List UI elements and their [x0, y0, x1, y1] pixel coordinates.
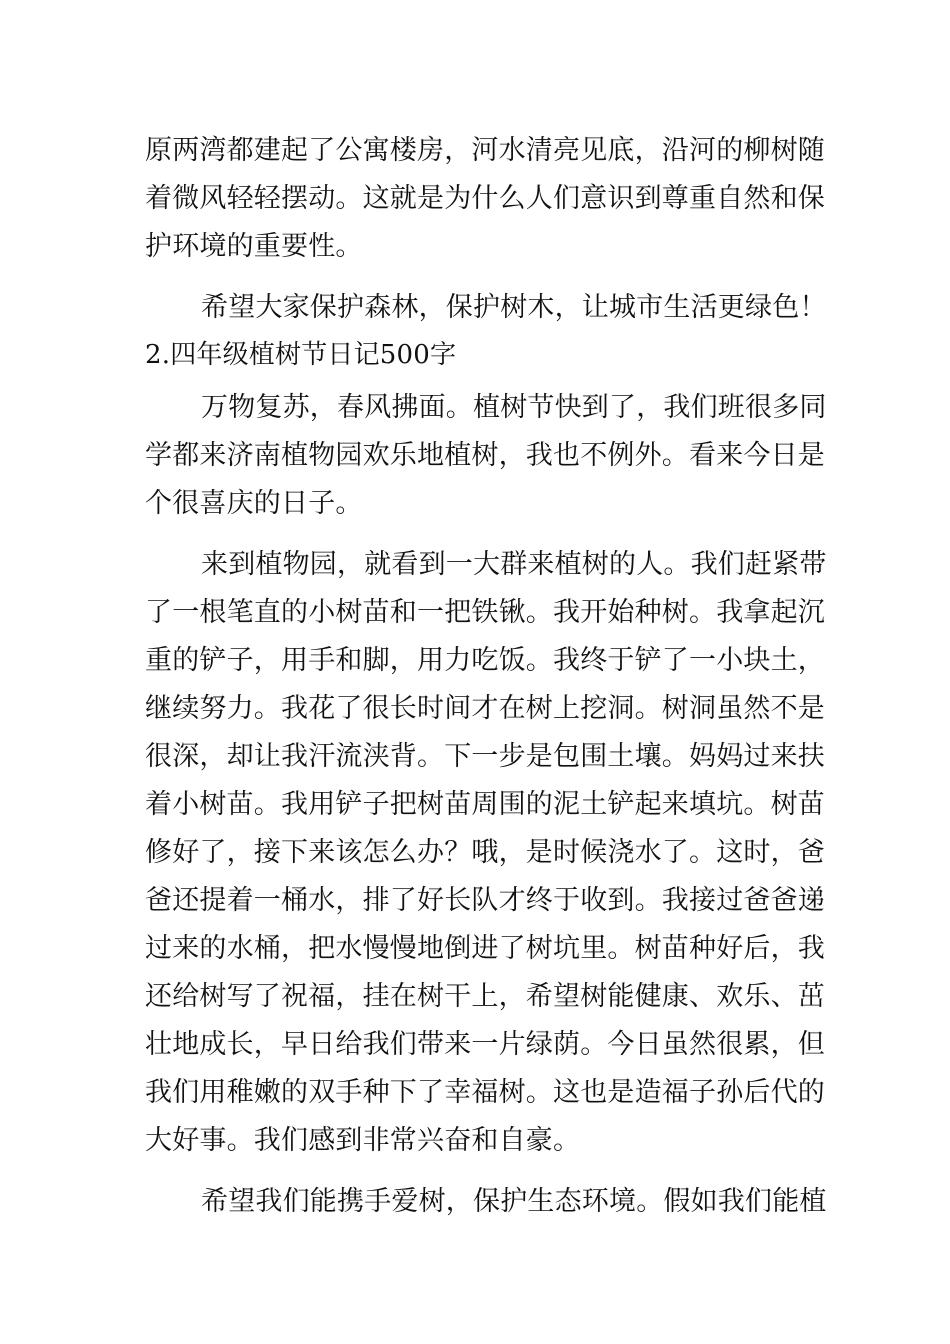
paragraph-spacer [145, 1165, 810, 1178]
text-line: 我们用稚嫩的双手种下了幸福树。这也是造福子孙后代的 [145, 1077, 825, 1108]
text-line: 很深，却让我汗流浃背。下一步是包围土壤。妈妈过来扶 [145, 741, 825, 772]
text-line: 着微风轻轻摆动。这就是为什么人们意识到尊重自然和保 [145, 183, 825, 214]
document-body [145, 127, 827, 1226]
text-line: 着小树苗。我用铲子把树苗周围的泥土铲起来填坑。树苗 [145, 789, 825, 820]
text-line: 原两湾都建起了公寓楼房，河水清亮见底，沿河的柳树随 [145, 135, 825, 166]
paragraph-5 [145, 1178, 827, 1226]
text-line: 修好了，接下来该怎么办？哦，是时候浇水了。这时，爸 [145, 837, 825, 868]
paragraph-3 [145, 384, 827, 528]
text-line: 护环境的重要性。 [145, 231, 363, 262]
text-line: 了一根笔直的小树苗和一把铁锹。我开始种树。我拿起沉 [145, 597, 825, 628]
paragraph-1 [145, 127, 825, 271]
text-line: 过来的水桶，把水慢慢地倒进了树坑里。树苗种好后，我 [145, 933, 825, 964]
section-heading: 2.四年级植树节日记500字 [145, 340, 457, 370]
text-line: 学都来济南植物园欢乐地植树，我也不例外。看来今日是 [145, 440, 825, 471]
text-line: 重的铲子，用手和脚，用力吃饭。我终于铲了一小块土， [145, 645, 825, 676]
text-line: 爸还提着一桶水，排了好长队才终于收到。我接过爸爸递 [145, 885, 825, 916]
paragraph-spacer [145, 528, 810, 541]
text-line: 大好事。我们感到非常兴奋和自豪。 [145, 1125, 581, 1156]
text-line: 壮地成长，早日给我们带来一片绿荫。今日虽然很累，但 [145, 1029, 825, 1060]
text-line: 希望大家保护森林，保护树木，让城市生活更绿色！ [201, 292, 827, 323]
text-line: 万物复苏，春风拂面。植树节快到了，我们班很多同 [201, 392, 827, 423]
text-line: 继续努力。我花了很长时间才在树上挖洞。树洞虽然不是 [145, 693, 825, 724]
text-line: 希望我们能携手爱树，保护生态环境。假如我们能植 [201, 1186, 827, 1217]
paragraph-spacer [145, 271, 810, 284]
text-line: 来到植物园，就看到一大群来植树的人。我们赶紧带 [201, 549, 827, 580]
paragraph-2 [145, 284, 827, 332]
paragraph-4 [145, 541, 827, 1165]
text-line: 个很喜庆的日子。 [145, 488, 363, 519]
text-line: 还给树写了祝福，挂在树干上，希望树能健康、欢乐、茁 [145, 981, 825, 1012]
